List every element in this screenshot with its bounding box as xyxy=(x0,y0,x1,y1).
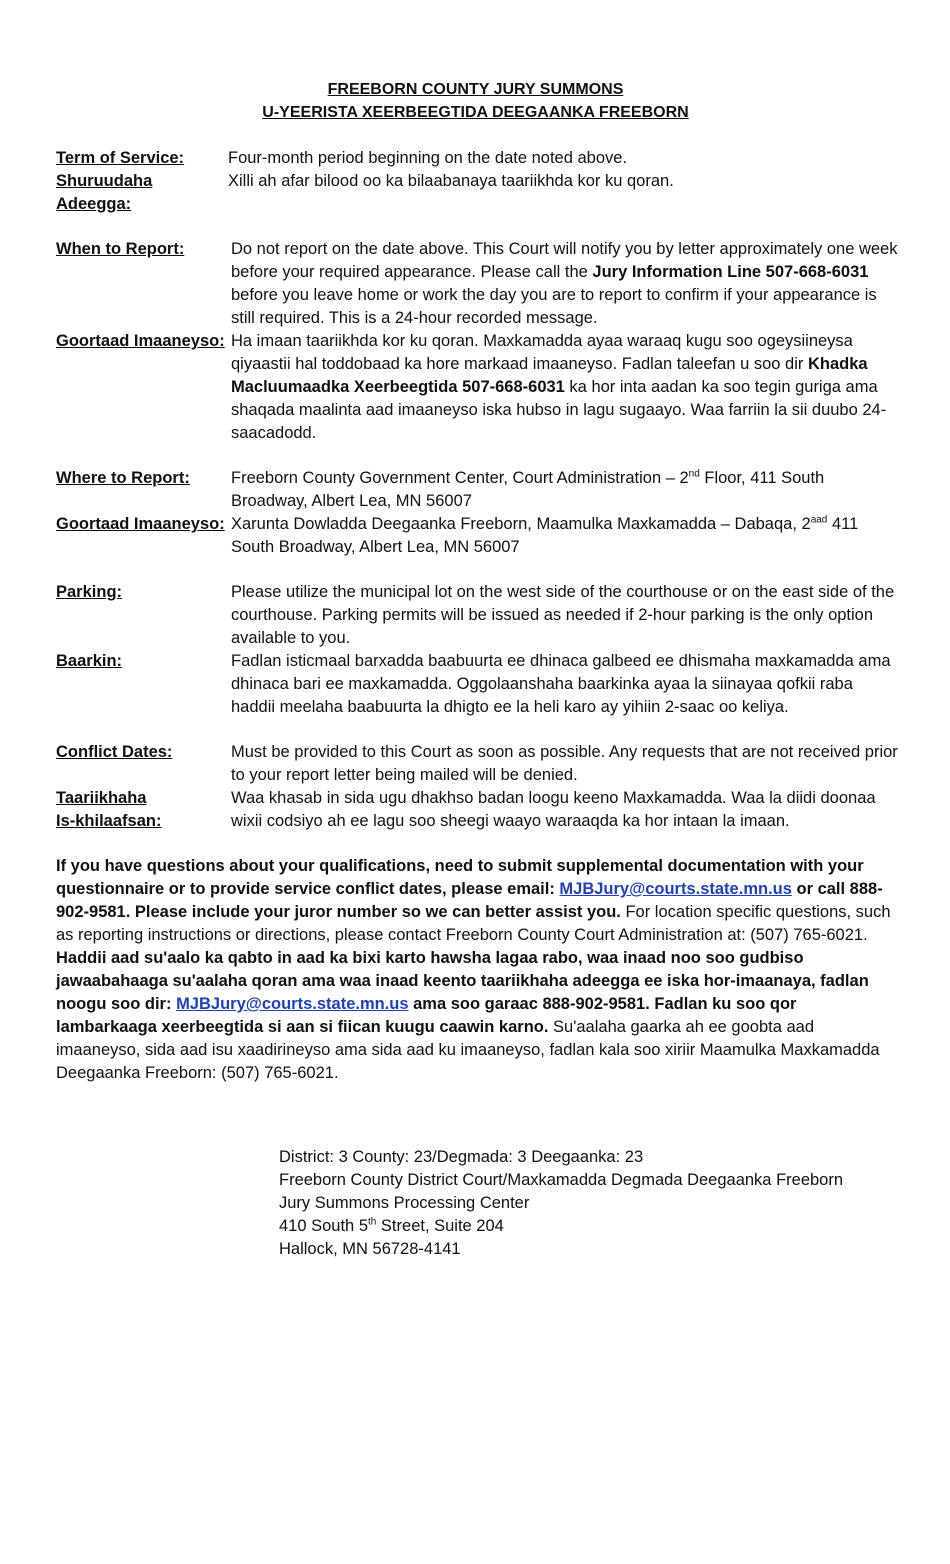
when-label-so: Goortaad Imaaneyso: xyxy=(56,332,225,350)
email-link-so[interactable]: MJBJury@courts.state.mn.us xyxy=(176,995,409,1013)
email-link-en[interactable]: MJBJury@courts.state.mn.us xyxy=(559,880,792,898)
address-city: Hallock, MN 56728-4141 xyxy=(279,1240,461,1258)
document-title-so: U-YEERISTA XEERBEEGTIDA DEEGAANKA FREEBORN xyxy=(262,104,689,121)
conflict-text-en: Must be provided to this Court as soon as possible. Any requests that are not received prior to your report letter being mailed will be denied. xyxy=(231,743,898,784)
conflict-label-so: Taariikhaha Is-khilaafsan: xyxy=(56,789,162,830)
when-label-en: When to Report: xyxy=(56,240,185,258)
where-label-en: Where to Report: xyxy=(56,469,190,487)
term-text-en: Four-month period beginning on the date noted above. xyxy=(228,149,628,167)
when-to-report-section xyxy=(56,238,898,445)
conflict-text-so: Waa khasab in sida ugu dhakhso badan loogu keeno Maxkamadda. Waa la diidi doonaa wixii codsiyo ah ee lagu soo sheegi waayo waraaqda ka hor intaan la imaan. xyxy=(231,789,876,830)
conflict-label-en: Conflict Dates: xyxy=(56,743,173,761)
where-text-en: Freeborn County Government Center, Court Administration – 2nd Floor, 411 South Broadway, Albert Lea, MN 56007 xyxy=(231,468,825,510)
address-court: Freeborn County District Court/Maxkamadda Degmada Deegaanka Freeborn xyxy=(279,1171,844,1189)
term-label-so: Shuruudaha Adeegga: xyxy=(56,172,153,213)
parking-label-en: Parking: xyxy=(56,583,123,601)
term-text-so: Xilli ah afar bilood oo ka bilaabanaya taariikhda kor ku qoran. xyxy=(228,172,674,190)
when-text-so: Ha imaan taariikhda kor ku qoran. Maxkamadda ayaa waraaq kugu soo ogeysiineysa qiyaastii hal toddobaad ka hore markaad imaaneyso. Fadlan taleefan u soo dir Khadka Macluumaadka Xeerbeegtida 507-668-6031 ka hor inta aadan ka soo tegin guriga ama shaqada maalinta aad imaaneyso iska hubso in lagu sugaayo. Waa farriin la sii duubo 24-saacadodd. xyxy=(231,332,887,442)
contact-paragraph-en: If you have questions about your qualifications, need to submit supplemental documentation with your questionnaire or to provide service conflict dates, please email: MJBJury@courts.state.mn.us or call 888-902-9581. Please include your juror number so we can better assist you. For location specific questions, such as reporting instructions or directions, please contact Freeborn County Court Administration at: (507) 765-6021. xyxy=(56,857,891,944)
conflict-dates-section xyxy=(56,741,898,833)
term-of-service-section xyxy=(56,147,898,216)
where-to-report-section xyxy=(56,467,898,559)
contact-paragraph-so: Haddii aad su'aalo ka qabto in aad ka bixi karto hawsha lagaa rabo, waa inaad noo soo gudbiso jawaabahaaga su'aalaha qoran ama waa inaad keento taariikhaha adeegga ee iska hor-imaanaya, fadlan noogu soo dir: MJBJury@courts.state.mn.us ama soo garaac 888-902-9581. Fadlan ku soo qor lambarkaaga xeerbeegtida si aan si fiican kuugu caawin karno. Su'aalaha gaarka ah ee goobta aad imaaneyso, sida aad isu xaadirineyso ama sida aad ku imaaneyso, fadlan kala soo xiriir Maamulka Maxkamadda Deegaanka Freeborn: (507) 765-6021. xyxy=(56,949,880,1082)
where-label-so: Goortaad Imaaneyso: xyxy=(56,515,225,533)
document-title-en: FREEBORN COUNTY JURY SUMMONS xyxy=(327,81,624,98)
where-text-so: Xarunta Dowladda Deegaanka Freeborn, Maamulka Maxkamadda – Dabaqa, $2^{aad}$ 411 South Broadway, Albert Lea, MN 56007 xyxy=(231,514,859,556)
parking-text-en: Please utilize the municipal lot on the west side of the courthouse or on the east side of the courthouse. Parking permits will be issued as needed if 2-hour parking is the only option available to you. xyxy=(231,583,895,647)
address-district: District: 3 County: 23/Degmada: 3 Deegaanka: 23 xyxy=(279,1148,644,1166)
when-text-en: Do not report on the date above. This Court will notify you by letter approximately one week before your required appearance. Please call the Jury Information Line 507-668-6031 before you leave home or work the day you are to report to confirm if your appearance is still required. This is a 24-hour recorded message. xyxy=(231,240,898,327)
return-address xyxy=(279,1146,843,1261)
address-street: 410 South 5th Street, Suite 204 xyxy=(279,1216,504,1235)
parking-section xyxy=(56,581,898,719)
address-center: Jury Summons Processing Center xyxy=(279,1194,530,1212)
parking-label-so: Baarkin: xyxy=(56,652,123,670)
parking-text-so: Fadlan isticmaal barxadda baabuurta ee dhinaca galbeed ee dhismaha maxkamadda ama dhinaca bari ee maxkamadda. Oggolaanshaha baarkinka ayaa la siinayaa qofkii raba haddii meelaha baabuurta la dhigto ee la heli karo ay yihiin 2-saac oo keliya. xyxy=(231,652,891,716)
term-label-en: Term of Service: xyxy=(56,149,185,167)
summons-page xyxy=(56,78,898,1085)
